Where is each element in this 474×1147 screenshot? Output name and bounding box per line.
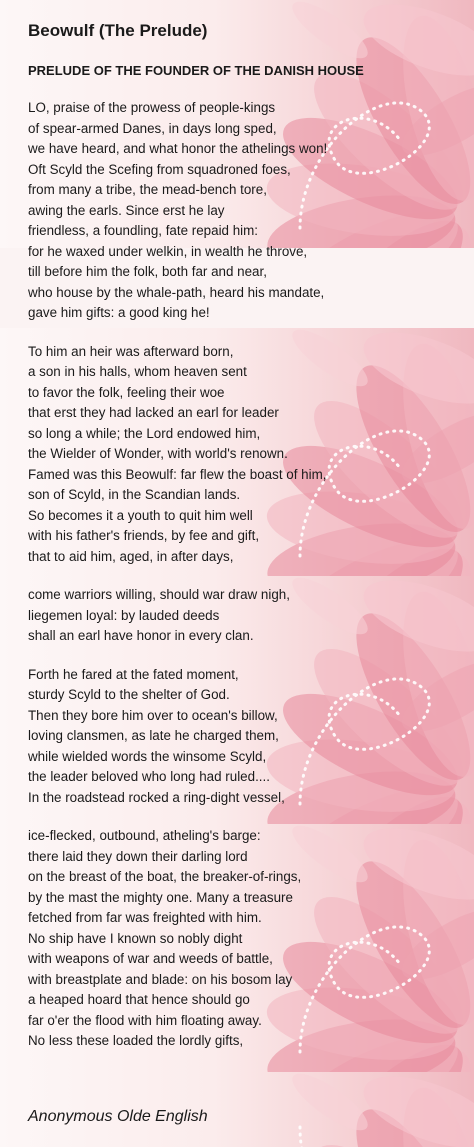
poem-line: to favor the folk, feeling their woe [28,384,225,400]
poem-content [28,20,454,1052]
poem-line: awing the earls. Since erst he lay [28,202,225,218]
poem-line: till before him the folk, both far and near, [28,264,267,279]
poem-line: for he waxed under welkin, in wealth he throve, [28,243,308,259]
poem-line: with breastplate and blade: on his bosom lay [28,971,293,987]
stanza [28,826,454,1052]
poem-line: LO, praise of the prowess of people-kings [28,100,276,115]
poem-line: In the roadstead rocked a ring-dight vessel, [28,789,285,805]
poem-line: Then they bore him over to ocean's billow, [28,707,278,723]
poem-line: there laid they down their darling lord [28,848,248,864]
poem-line: by the mast the mighty one. Many a treasure [28,889,293,905]
stanza [28,342,454,568]
poem-line: a heaped hoard that hence should go [28,992,250,1007]
poem-line: we have heard, and what honor the athelings won! [28,141,328,156]
poem-subtitle: PRELUDE OF THE FOUNDER OF THE DANISH HOUSE [28,63,364,78]
poem-line: loving clansmen, as late he charged them, [28,728,279,743]
poem-line: of spear-armed Danes, in days long sped, [28,120,277,136]
poem-line: while wielded words the winsome Scyld, [28,748,267,764]
poem-author: Anonymous Olde English [28,1108,208,1125]
poem-line: from many a tribe, the mead-bench tore, [28,182,267,197]
poem-line: so long a while; the Lord endowed him, [28,425,261,441]
poem-line: shall an earl have honor in every clan. [28,628,254,643]
poem-line: liegemen loyal: by lauded deeds [28,607,220,623]
poem-line: come warriors willing, should war draw nigh, [28,587,290,602]
stanza [28,98,454,324]
poem-line: To him an heir was afterward born, [28,343,234,359]
poem-line: gave him gifts: a good king he! [28,305,210,320]
poem-line: who house by the whale-path, heard his mandate, [28,284,325,300]
poem-line: ice-flecked, outbound, atheling's barge: [28,828,261,843]
stanza [28,585,454,647]
poem-line: Oft Scyld the Scefing from squadroned foes, [28,161,291,177]
poem-line: a son in his halls, whom heaven sent [28,364,247,379]
stanza [28,665,454,809]
poem-line: that erst they had lacked an earl for leader [28,405,279,420]
poem-body [28,98,454,1052]
poem-line: far o'er the flood with him floating away. [28,1012,262,1028]
poem-line: with weapons of war and weeds of battle, [28,951,273,966]
poem-title: Beowulf (The Prelude) [28,21,208,40]
poem-line: that to aid him, aged, in after days, [28,548,234,564]
poem-line: No less these loaded the lordly gifts, [28,1033,244,1048]
poem-line: fetched from far was freighted with him. [28,910,262,925]
poem-line: Forth he fared at the fated moment, [28,666,239,682]
poem-line: with his father's friends, by fee and gift, [28,528,260,543]
poem-line: the leader beloved who long had ruled.... [28,769,270,784]
poem-line: son of Scyld, in the Scandian lands. [28,487,241,502]
poem-line: friendless, a foundling, fate repaid him: [28,223,259,238]
petal-shape [285,1072,375,1139]
poem-line: on the breast of the boat, the breaker-of-rings, [28,869,302,884]
poem-line: sturdy Scyld to the shelter of God. [28,687,230,702]
poem-line: Famed was this Beowulf: far flew the boast of him, [28,466,327,482]
poem-line: No ship have I known so nobly dight [28,930,243,946]
poem-line: the Wielder of Wonder, with world's renown. [28,446,288,461]
poem-line: So becomes it a youth to quit him well [28,507,253,523]
